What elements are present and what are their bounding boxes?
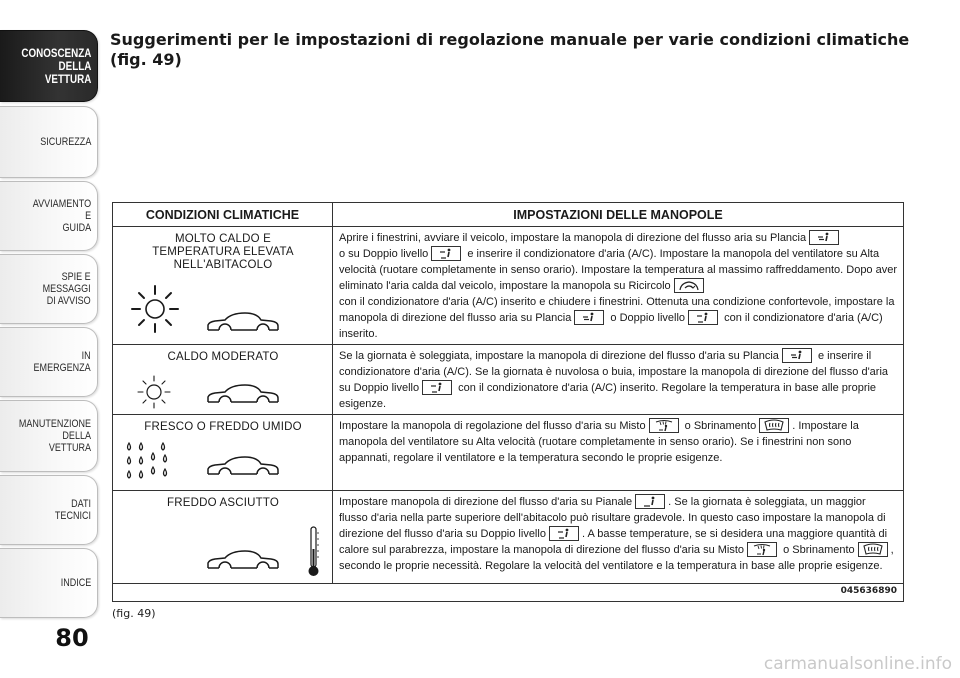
thermometer-icon: [307, 525, 321, 579]
settings-text-fragment: o Doppio livello: [610, 312, 686, 324]
table-header-row: [113, 203, 903, 227]
settings-text-fragment: con il condizionatore d'aria (A/C) inserito.: [339, 312, 883, 340]
tab-label: DATI TECNICI: [54, 498, 91, 522]
tab-label: SICUREZZA: [39, 136, 91, 148]
bilevel-vent-icon: [422, 380, 452, 395]
climate-settings-table: [112, 202, 904, 602]
mixed-mode-icon: [649, 418, 679, 433]
table-footer: [113, 584, 903, 602]
section-tabs: [0, 0, 100, 678]
condition-label: MOLTO CALDO E TEMPERATURA ELEVATA NELL'ABITACOLO: [152, 233, 294, 271]
settings-text-fragment: . A basse temperature, se si desidera una maggiore quantità di calore sul parabrezza, impostare la manopola di direzione del flusso d'aria su Misto: [339, 528, 888, 556]
tab-manutenzione[interactable]: [0, 400, 98, 472]
rain-drops-icon: [123, 439, 171, 485]
condition-label: CALDO MODERATO: [167, 351, 279, 363]
car-icon: [205, 383, 281, 409]
settings-text-fragment: o su Doppio livello: [339, 248, 429, 260]
table-row: [113, 491, 903, 584]
settings-text: [339, 348, 897, 412]
settings-text-fragment: Se la giornata è soleggiata, impostare la manopola di direzione del flusso d'aria su Plancia: [339, 350, 779, 362]
tab-spie-e-messaggi[interactable]: [0, 254, 98, 324]
defrost-icon: [759, 418, 789, 433]
recirculation-icon: [674, 278, 704, 293]
tab-label: IN EMERGENZA: [33, 350, 91, 374]
car-icon: [205, 455, 281, 481]
settings-text-fragment: con il condizionatore d'aria (A/C) inserito e chiudere i finestrini. Ottenuta una condizione confortevole, impostare la manopola di direzione del flusso aria su Plancia: [339, 296, 895, 324]
tab-sicurezza[interactable]: [0, 106, 98, 178]
tab-indice[interactable]: [0, 548, 98, 618]
tab-label: AVVIAMENTO E GUIDA: [32, 198, 91, 234]
settings-text-fragment: Aprire i finestrini, avviare il veicolo, impostare la manopola di direzione del flusso aria su Plancia: [339, 232, 807, 244]
settings-text: [339, 418, 897, 466]
settings-text: [339, 230, 897, 342]
tab-label: MANUTENZIONE DELLA VETTURA: [18, 418, 91, 454]
settings-text: [339, 494, 897, 574]
page-number: 80: [55, 624, 89, 652]
settings-text-fragment: con il condizionatore d'aria (A/C) inserito. Regolare la temperatura in base alle proprie esigenze.: [339, 382, 877, 410]
figure-code: 045636890: [840, 586, 897, 596]
figure-caption: (fig. 49): [112, 607, 156, 620]
mild-sun-icon: [135, 373, 173, 411]
header-climate-conditions: CONDIZIONI CLIMATICHE: [145, 207, 300, 222]
settings-text-fragment: . Impostare la manopola del ventilatore su Alta velocità (ruotare completamente in senso orario). Se i finestrini non sono appannati, regolare il ventilatore e la temperatura secondo le proprie esigenze.: [339, 420, 859, 464]
panel-vent-icon: [574, 310, 604, 325]
bilevel-vent-icon: [431, 246, 461, 261]
tab-in-emergenza[interactable]: [0, 327, 98, 397]
tab-conoscenza-della-vettura[interactable]: [0, 30, 98, 102]
settings-text-fragment: o Sbrinamento: [684, 420, 757, 432]
tab-label: CONOSCENZA DELLA VETTURA: [21, 45, 91, 86]
condition-label: FRESCO O FREDDO UMIDO: [144, 421, 302, 433]
floor-vent-icon: [635, 494, 665, 509]
car-icon: [205, 311, 281, 337]
watermark: carmanualsonline.info: [763, 654, 952, 674]
table-row: [113, 415, 903, 491]
settings-text-fragment: e inserire il condizionatore d'aria (A/C). Impostare la manopola del ventilatore su Alta velocità (ruotare completamente in senso orario). Impostare la temperatura al massimo raffreddamento. Dopo aver eliminato l'aria calda dal veicolo, impostare la manopola su Ricircolo: [339, 248, 898, 292]
sun-icon: [129, 283, 181, 335]
settings-text-fragment: Impostare manopola di direzione del flusso d'aria su Pianale: [339, 496, 633, 508]
header-knob-settings: IMPOSTAZIONI DELLE MANOPOLE: [513, 207, 723, 222]
section-heading: Suggerimenti per le impostazioni di regolazione manuale per varie condizioni climatiche (fig. 49): [110, 30, 910, 69]
table-row: [113, 345, 903, 415]
settings-text-fragment: o Sbrinamento: [783, 544, 855, 556]
panel-vent-icon: [809, 230, 839, 245]
tab-label: SPIE E MESSAGGI DI AVVISO: [42, 271, 91, 307]
tab-dati-tecnici[interactable]: [0, 475, 98, 545]
settings-text-fragment: . Se la giornata è soleggiata, un maggior flusso d'aria nella parte superiore dell'abitacolo può risultare gradevole. In questo caso impostare la manopola di direzione del flusso d'aria su Doppio livello: [339, 496, 886, 540]
settings-text-fragment: Impostare la manopola di regolazione del flusso d'aria su Misto: [339, 420, 646, 432]
defrost-icon: [858, 542, 888, 557]
table-row: [113, 227, 903, 345]
tab-label: INDICE: [60, 577, 91, 589]
settings-text-fragment: e inserire il condizionatore d'aria (A/C). Se la giornata è nuvolosa o buia, impostare la manopola di direzione del flusso d'aria su Doppio livello: [339, 350, 889, 394]
mixed-mode-icon: [747, 542, 777, 557]
bilevel-vent-icon: [688, 310, 718, 325]
condition-label: FREDDO ASCIUTTO: [166, 497, 280, 509]
tab-avviamento-e-guida[interactable]: [0, 181, 98, 251]
bilevel-vent-icon: [549, 526, 579, 541]
settings-text-fragment: , secondo le proprie necessità. Regolare la velocità del ventilatore e la temperatura in base alle proprie esigenze.: [339, 544, 894, 572]
car-icon: [205, 549, 281, 575]
panel-vent-icon: [782, 348, 812, 363]
